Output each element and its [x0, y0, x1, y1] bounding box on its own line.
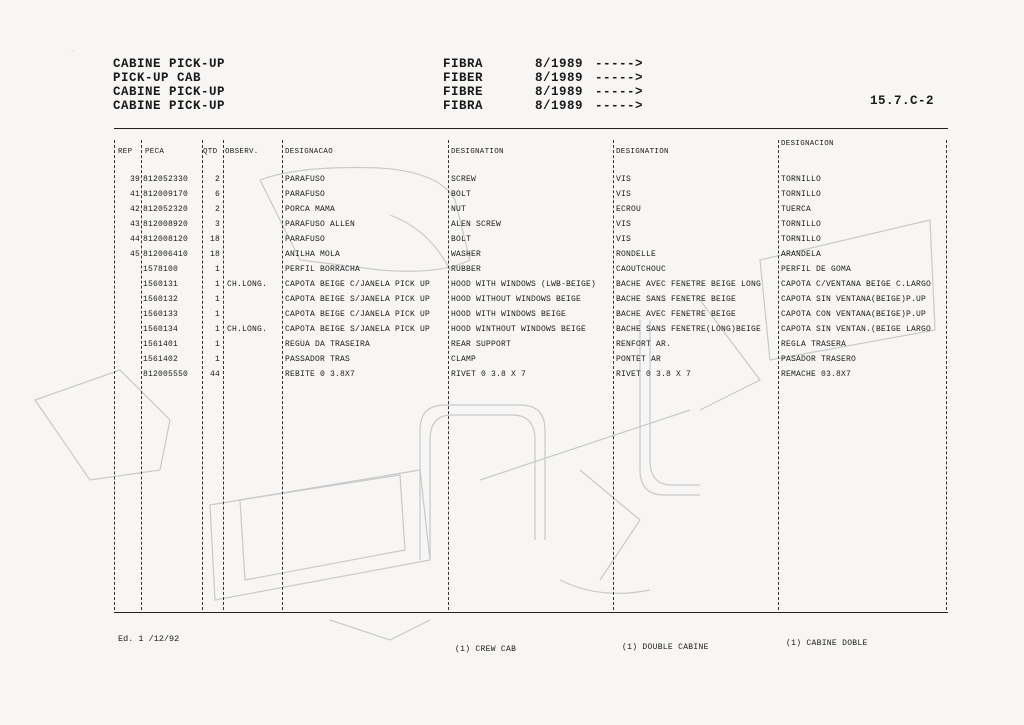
cell-observation: CH.LONG.: [227, 325, 268, 334]
cell-part-number: 812008920: [143, 220, 189, 229]
title-row-en: [113, 71, 653, 85]
title-name: CABINE PICK-UP: [113, 85, 226, 99]
title-name: CABINE PICK-UP: [113, 57, 226, 71]
cell-part-number: 1560131: [143, 280, 179, 289]
cell-designation-en: BOLT: [451, 190, 472, 199]
title-arrow: ----->: [595, 99, 644, 113]
header-designacion: DESIGNACION: [781, 140, 834, 148]
cell-designacion: TORNILLO: [781, 190, 822, 199]
cell-designation-fr: RIVET 0 3.8 X 7: [616, 370, 692, 379]
table-row: [114, 248, 948, 263]
cell-designacion: PASADOR TRASERO: [781, 355, 857, 364]
cell-quantity: 44: [209, 370, 220, 379]
cell-quantity: 1: [214, 265, 220, 274]
title-row-pt: [113, 57, 653, 71]
footnote-en: (1) CREW CAB: [455, 645, 517, 654]
table-row: [114, 203, 948, 218]
cell-designacao: CAPOTA BEIGE S/JANELA PICK UP: [285, 295, 431, 304]
title-date: 8/1989: [535, 99, 584, 113]
title-arrow: ----->: [595, 85, 644, 99]
cell-quantity: 18: [209, 250, 220, 259]
cell-designacao: PARAFUSO: [285, 235, 326, 244]
cell-designation-en: WASHER: [451, 250, 482, 259]
title-date: 8/1989: [535, 57, 584, 71]
cell-designacao: CAPOTA BEIGE C/JANELA PICK UP: [285, 310, 431, 319]
edition-date: Ed. 1 /12/92: [118, 634, 180, 644]
cell-designation-fr: VIS: [616, 220, 632, 229]
table-row: [114, 293, 948, 308]
table-row: [114, 323, 948, 338]
table-row: [114, 353, 948, 368]
cell-designation-fr: RONDELLE: [616, 250, 657, 259]
title-arrow: ----->: [595, 57, 644, 71]
cell-part-number: 1560132: [143, 295, 179, 304]
cell-designacao: REGUA DA TRASEIRA: [285, 340, 371, 349]
cell-designacao: PARAFUSO: [285, 175, 326, 184]
cell-designation-en: REAR SUPPORT: [451, 340, 512, 349]
cell-part-number: 812052320: [143, 205, 189, 214]
table-row: [114, 188, 948, 203]
cell-part-number: 1578100: [143, 265, 179, 274]
table-row: [114, 218, 948, 233]
cell-designation-fr: ECROU: [616, 205, 642, 214]
cell-designacion: TORNILLO: [781, 175, 822, 184]
cell-designacion: CAPOTA SIN VENTAN.(BEIGE LARGO: [781, 325, 932, 334]
cell-quantity: 1: [214, 310, 220, 319]
table-row: [114, 263, 948, 278]
cell-designation-fr: VIS: [616, 175, 632, 184]
parts-table: [114, 128, 948, 614]
cell-designacion: TORNILLO: [781, 220, 822, 229]
cell-designacion: CAPOTA C/VENTANA BEIGE C.LARGO: [781, 280, 932, 289]
header-observ: OBSERV.: [225, 148, 259, 156]
cell-designation-en: CLAMP: [451, 355, 477, 364]
cell-designacao: PASSADOR TRAS: [285, 355, 351, 364]
table-row: [114, 233, 948, 248]
cell-designation-fr: VIS: [616, 235, 632, 244]
footnote-fr: (1) DOUBLE CABINE: [622, 643, 709, 652]
cell-designation-en: SCREW: [451, 175, 477, 184]
cell-quantity: 1: [214, 340, 220, 349]
cell-designacion: PERFIL DE GOMA: [781, 265, 852, 274]
header-designacao: DESIGNACAO: [285, 148, 334, 156]
title-date: 8/1989: [535, 85, 584, 99]
cell-part-number: 812009170: [143, 190, 189, 199]
title-material: FIBRA: [443, 57, 484, 71]
cell-designacion: REGLA TRASERA: [781, 340, 847, 349]
title-material: FIBER: [443, 71, 484, 85]
header-rep: REP: [118, 148, 133, 156]
table-row: [114, 338, 948, 353]
table-bottom-rule: [114, 612, 948, 613]
header-designation-en: DESIGNATION: [451, 148, 504, 156]
cell-quantity: 6: [214, 190, 220, 199]
cell-designation-fr: BACHE SANS FENETRE BEIGE: [616, 295, 737, 304]
page-code: 15.7.C-2: [870, 94, 935, 108]
cell-designacao: PARAFUSO: [285, 190, 326, 199]
cell-designation-en: ALEN SCREW: [451, 220, 502, 229]
cell-designation-fr: CAOUTCHOUC: [616, 265, 667, 274]
cell-part-number: 1561402: [143, 355, 179, 364]
cell-rep: 42: [129, 205, 140, 214]
cell-part-number: 1560134: [143, 325, 179, 334]
title-name: PICK-UP CAB: [113, 71, 202, 85]
cell-designacion: CAPOTA CON VENTANA(BEIGE)P.UP: [781, 310, 927, 319]
cell-designation-en: RUBBER: [451, 265, 482, 274]
cell-designacao: PARAFUSO ALLEN: [285, 220, 356, 229]
cell-designation-fr: BACHE SANS FENETRE(LONG)BEIGE: [616, 325, 762, 334]
title-name: CABINE PICK-UP: [113, 99, 226, 113]
title-row-es: [113, 99, 653, 113]
cell-designation-en: HOOD WITH WINDOWS BEIGE: [451, 310, 567, 319]
title-date: 8/1989: [535, 71, 584, 85]
cell-designation-en: BOLT: [451, 235, 472, 244]
table-row: [114, 173, 948, 188]
cell-designation-en: HOOD WITH WINDOWS (LWB-BEIGE): [451, 280, 597, 289]
cell-rep: 41: [129, 190, 140, 199]
cell-designation-fr: VIS: [616, 190, 632, 199]
table-top-rule: [114, 128, 948, 129]
cell-quantity: 1: [214, 280, 220, 289]
cell-designation-fr: BACHE AVEC FENETRE BEIGE LONG: [616, 280, 762, 289]
cell-designation-fr: BACHE AVEC FENETRE BEIGE: [616, 310, 737, 319]
title-arrow: ----->: [595, 71, 644, 85]
title-row-fr: [113, 85, 653, 99]
table-row: [114, 278, 948, 293]
cell-part-number: 812052330: [143, 175, 189, 184]
footnote-es: (1) CABINE DOBLE: [786, 639, 868, 648]
cell-designacao: PORCA MAMA: [285, 205, 336, 214]
cell-designacao: REBITE 0 3.8X7: [285, 370, 356, 379]
cell-designacion: TUERCA: [781, 205, 812, 214]
cell-designacao: CAPOTA BEIGE S/JANELA PICK UP: [285, 325, 431, 334]
cell-quantity: 2: [214, 175, 220, 184]
cell-designacao: CAPOTA BEIGE C/JANELA PICK UP: [285, 280, 431, 289]
title-material: FIBRA: [443, 99, 484, 113]
cell-observation: CH.LONG.: [227, 280, 268, 289]
table-row: [114, 308, 948, 323]
cell-designacao: PERFIL BORRACHA: [285, 265, 361, 274]
cell-rep: 43: [129, 220, 140, 229]
svg-text:.: .: [67, 36, 76, 56]
cell-rep: 39: [129, 175, 140, 184]
table-body: [114, 173, 948, 383]
table-row: [114, 368, 948, 383]
cell-designacion: REMACHE 03.8X7: [781, 370, 852, 379]
cell-designacion: TORNILLO: [781, 235, 822, 244]
cell-quantity: 3: [214, 220, 220, 229]
cell-quantity: 1: [214, 355, 220, 364]
catalog-title-block: [113, 57, 653, 113]
cell-designation-en: RIVET 0 3.8 X 7: [451, 370, 527, 379]
cell-part-number: 1561401: [143, 340, 179, 349]
header-designation-fr: DESIGNATION: [616, 148, 669, 156]
cell-designation-en: HOOD WITHOUT WINDOWS BEIGE: [451, 295, 582, 304]
cell-rep: 44: [129, 235, 140, 244]
header-qtd: QTD: [203, 148, 218, 156]
cell-designation-en: HOOD WINTHOUT WINDOWS BEIGE: [451, 325, 587, 334]
cell-part-number: 812005550: [143, 370, 189, 379]
cell-part-number: 1560133: [143, 310, 179, 319]
cell-quantity: 2: [214, 205, 220, 214]
cell-part-number: 812006410: [143, 250, 189, 259]
cell-designation-fr: PONTET AR: [616, 355, 662, 364]
cell-rep: 45: [129, 250, 140, 259]
cell-quantity: 1: [214, 295, 220, 304]
cell-designacion: ARANDELA: [781, 250, 822, 259]
title-material: FIBRE: [443, 85, 484, 99]
cell-designation-fr: RENFORT AR.: [616, 340, 672, 349]
cell-designacion: CAPOTA SIN VENTANA(BEIGE)P.UP: [781, 295, 927, 304]
cell-quantity: 18: [209, 235, 220, 244]
header-peca: PECA: [145, 148, 165, 156]
cell-part-number: 812008120: [143, 235, 189, 244]
cell-designation-en: NUT: [451, 205, 467, 214]
cell-quantity: 1: [214, 325, 220, 334]
cell-designacao: ANILHA MOLA: [285, 250, 341, 259]
